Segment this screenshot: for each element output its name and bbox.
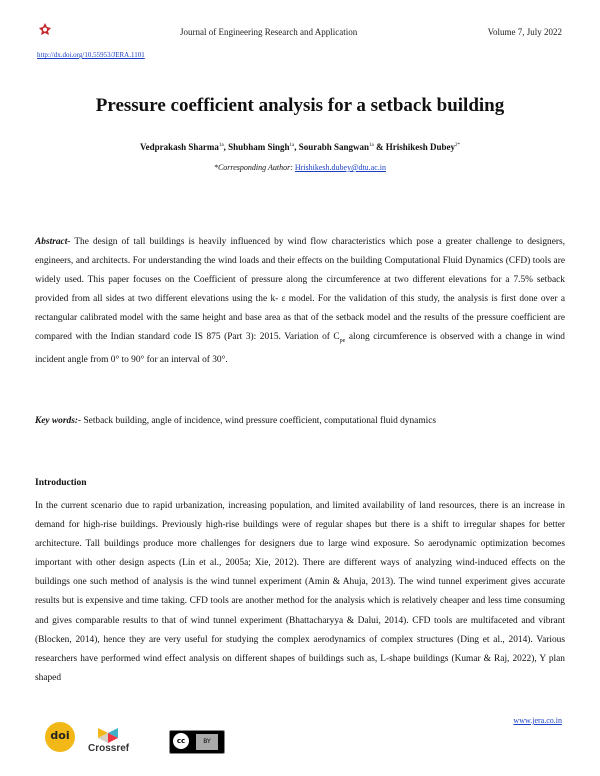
doi-badge-icon [45, 722, 75, 752]
cc-mark: cc [173, 733, 189, 749]
author-name: Hrishikesh Dubey [385, 142, 456, 152]
paper-title: Pressure coefficient analysis for a setback building [95, 95, 505, 116]
author-affiliation: 1a [289, 143, 295, 148]
journal-name: Journal of Engineering Research and Application [180, 27, 358, 37]
corresponding-email-link[interactable]: Hrishikesh.dubey@dtu.ac.in [294, 163, 387, 172]
author-list: Vedprakash Sharma$^{1a}$, Shubham Singh$^{1a}$, Sourabh Sangwan$^{1a}$ & Hrishikesh Dubey$^{2*}$ [139, 142, 461, 152]
abstract [35, 233, 565, 371]
abstract-text: The design of tall buildings is heavily influenced by wind flow characteristics which pose a greater challenge to designers, engineers, and architects. For understanding the wind loads and their effects on the building Computational Fluid Dynamics (CFD) tools are widely used. This paper focuses on the Coefficient of pressure along the circumference at two different elevations for a 7.5% setback provided from all sides at two different elevations using the k- ε model. For the validation of this study, the analysis is first done over a rectangular calibrated model with the same height and base area as that of the setback model and the results of the pressure coefficient are compared with the Indian standard code IS 875 (Part 3): 2015. Variation of C [35, 237, 565, 343]
author-name: Shubham Singh [228, 142, 290, 152]
abstract-text-end: along circumference is observed with a change in wind incident angle from 0° to 90° for an interval of 30°. [35, 332, 565, 366]
doi-badge-text: doi [50, 729, 70, 742]
keywords-label: Key words:- [35, 416, 82, 426]
doi-link[interactable]: http://dx.doi.org/10.55953/JERA.1101 [37, 51, 145, 59]
crossref-label: Crossref [88, 743, 130, 754]
abstract-label: Abstract- [35, 237, 71, 247]
corresponding-label: *Corresponding Author: [213, 163, 295, 172]
volume-info: Volume 7, July 2022 [487, 27, 562, 37]
abstract-subscript: pe [339, 338, 346, 345]
journal-logo-icon [38, 22, 52, 36]
keywords-text: Setback building, angle of incidence, wind pressure coefficient, computational fluid dynamics [81, 416, 437, 426]
cc-by-license-icon [169, 730, 225, 754]
author-affiliation: 1a [369, 143, 374, 148]
author-affiliation: 2* [455, 143, 461, 148]
introduction-text: In the current scenario due to rapid urbanization, increasing population, and limited availability of land resources, there is an increase in demand for high-rise buildings. Previously high-rise buildings were of regular shapes but there is a shift to irregular shapes for better architecture. Tall buildings produce more challenges for designers due to large wind exposure. So aerodynamic optimization becomes important with other design aspects (Lin et al., 2005a; Xie, 2012). There are different ways of analyzing wind-induced effects on the buildings one such method of analysis is the wind tunnel experiment (Amin & Ahuja, 2013). The wind tunnel experiment gives accurate results but is expensive and time taking. CFD tools are another method for the analysis which is relatively cheaper and less time consuming and gives comparable results to that of wind tunnel experiment (Bhattacharyya & Dalui, 2014). CFD tools are multifaceted and vibrant (Blocken, 2014), hence they are very useful for studying the complex aerodynamics of complex structures (Ding et al., 2014). Various researchers have performed wind effect analysis on different shapes of buildings such as, L-shape buildings (Kumar & Raj, 2022), Y plan shaped [35, 501, 565, 683]
cc-by-label: BY [196, 734, 218, 750]
author-name: Vedprakash Sharma [139, 142, 219, 152]
website-link[interactable]: www.jera.co.in [513, 716, 562, 725]
author-name: Sourabh Sangwan [298, 142, 369, 152]
corresponding-author [0, 163, 600, 172]
author-affiliation: 1a [218, 143, 224, 148]
keywords [35, 412, 565, 431]
section-heading-introduction: Introduction [35, 478, 87, 488]
